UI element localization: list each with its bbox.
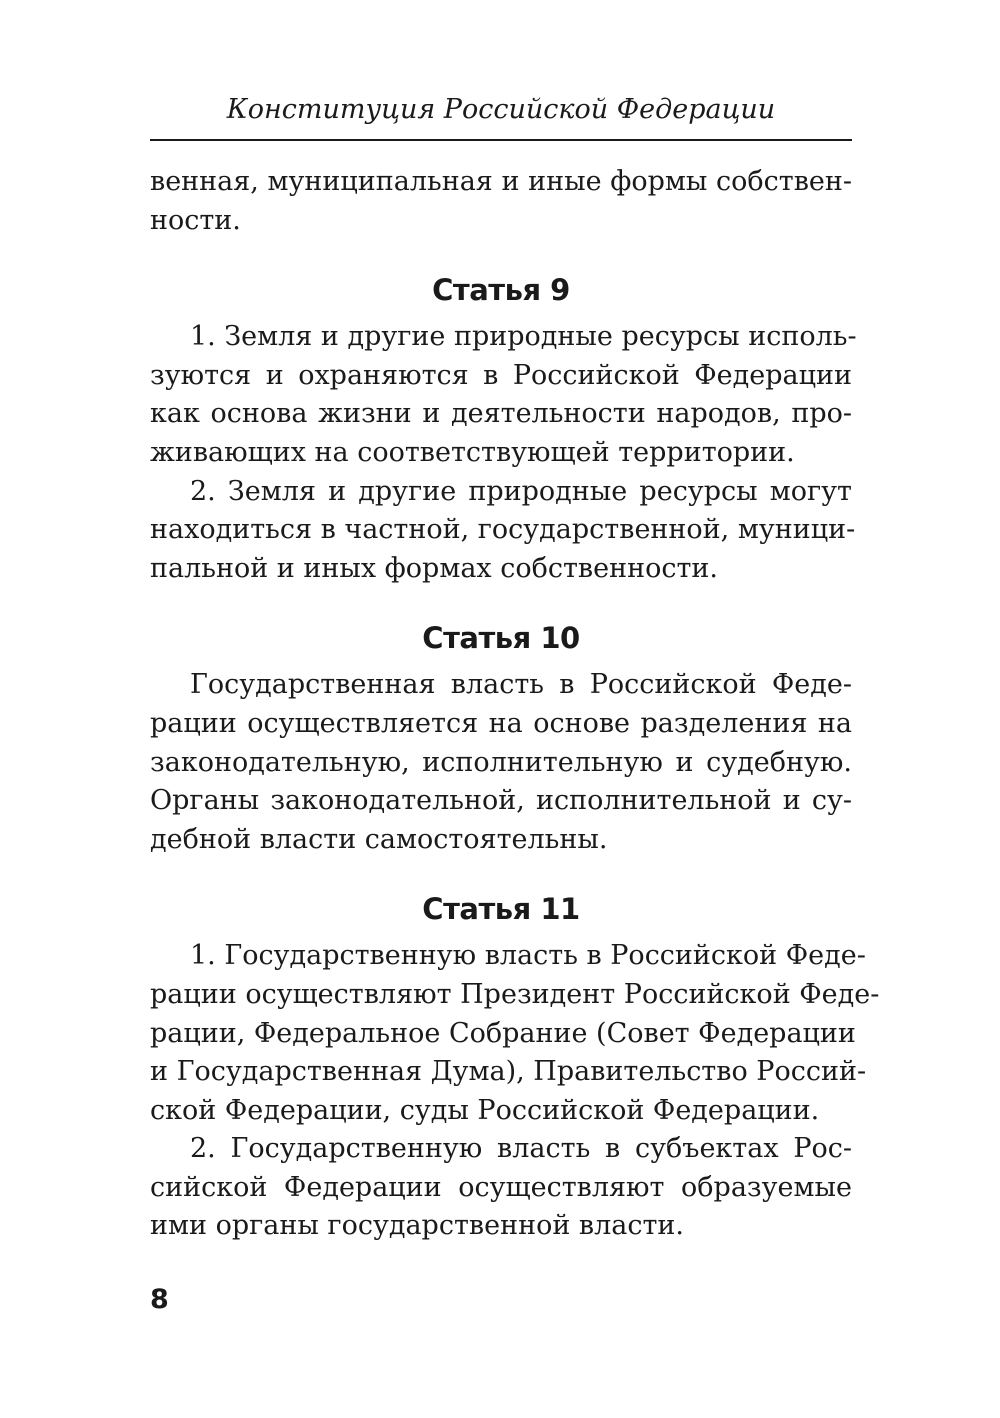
text-line: зуются и охраняются в Российской Федерации <box>150 359 852 391</box>
article-11-heading: Статья 11 <box>422 892 580 927</box>
page-body <box>150 163 880 1246</box>
continuation-paragraph <box>150 163 852 240</box>
text-line: рации, Федеральное Собрание (Совет Федерации <box>150 1017 856 1049</box>
text-line: законодательную, исполнительную и судебную. <box>150 746 852 778</box>
text-line: Государственная власть в Российской Феде- <box>190 669 852 701</box>
text-line: 2. Государственную власть в субъектах Рос- <box>190 1133 852 1165</box>
article-10-paragraph-1 <box>150 666 852 859</box>
text-line: живающих на соответствующей территории. <box>150 436 795 468</box>
article-9-paragraph-1 <box>150 318 857 472</box>
article-11-paragraph-2 <box>150 1130 852 1246</box>
article-9-heading: Статья 9 <box>432 273 570 308</box>
article-10-heading: Статья 10 <box>422 621 580 656</box>
article-11-paragraph-1 <box>150 937 880 1130</box>
text-line: ской Федерации, суды Российской Федерации. <box>150 1094 820 1126</box>
book-page <box>150 0 880 1418</box>
text-line: ими органы государственной власти. <box>150 1210 684 1242</box>
text-line: ности. <box>150 204 241 236</box>
text-line: пальной и иных формах собственности. <box>150 552 718 584</box>
article-9-paragraph-2 <box>150 473 856 589</box>
text-line: 1. Государственную власть в Российской Феде- <box>190 940 866 972</box>
text-line: Органы законодательной, исполнительной и су- <box>150 785 852 817</box>
text-line: и Государственная Дума), Правительство Россий- <box>150 1056 867 1088</box>
running-head: Конституция Российской Федерации <box>226 94 776 125</box>
text-line: сийской Федерации осуществляют образуемые <box>150 1171 852 1203</box>
page-number: 8 <box>150 1284 169 1315</box>
header-rule <box>150 139 852 141</box>
text-line: находиться в частной, государственной, муници- <box>150 514 856 546</box>
text-line: как основа жизни и деятельности народов, про- <box>150 398 852 430</box>
text-line: 1. Земля и другие природные ресурсы исполь- <box>190 321 857 353</box>
text-line: венная, муниципальная и иные формы собствен- <box>150 166 852 197</box>
text-line: рации осуществляется на основе разделения на <box>150 707 852 739</box>
text-line: рации осуществляют Президент Российской Феде- <box>150 978 880 1010</box>
text-line: 2. Земля и другие природные ресурсы могут <box>190 475 852 507</box>
text-line: дебной власти самостоятельны. <box>150 823 608 855</box>
